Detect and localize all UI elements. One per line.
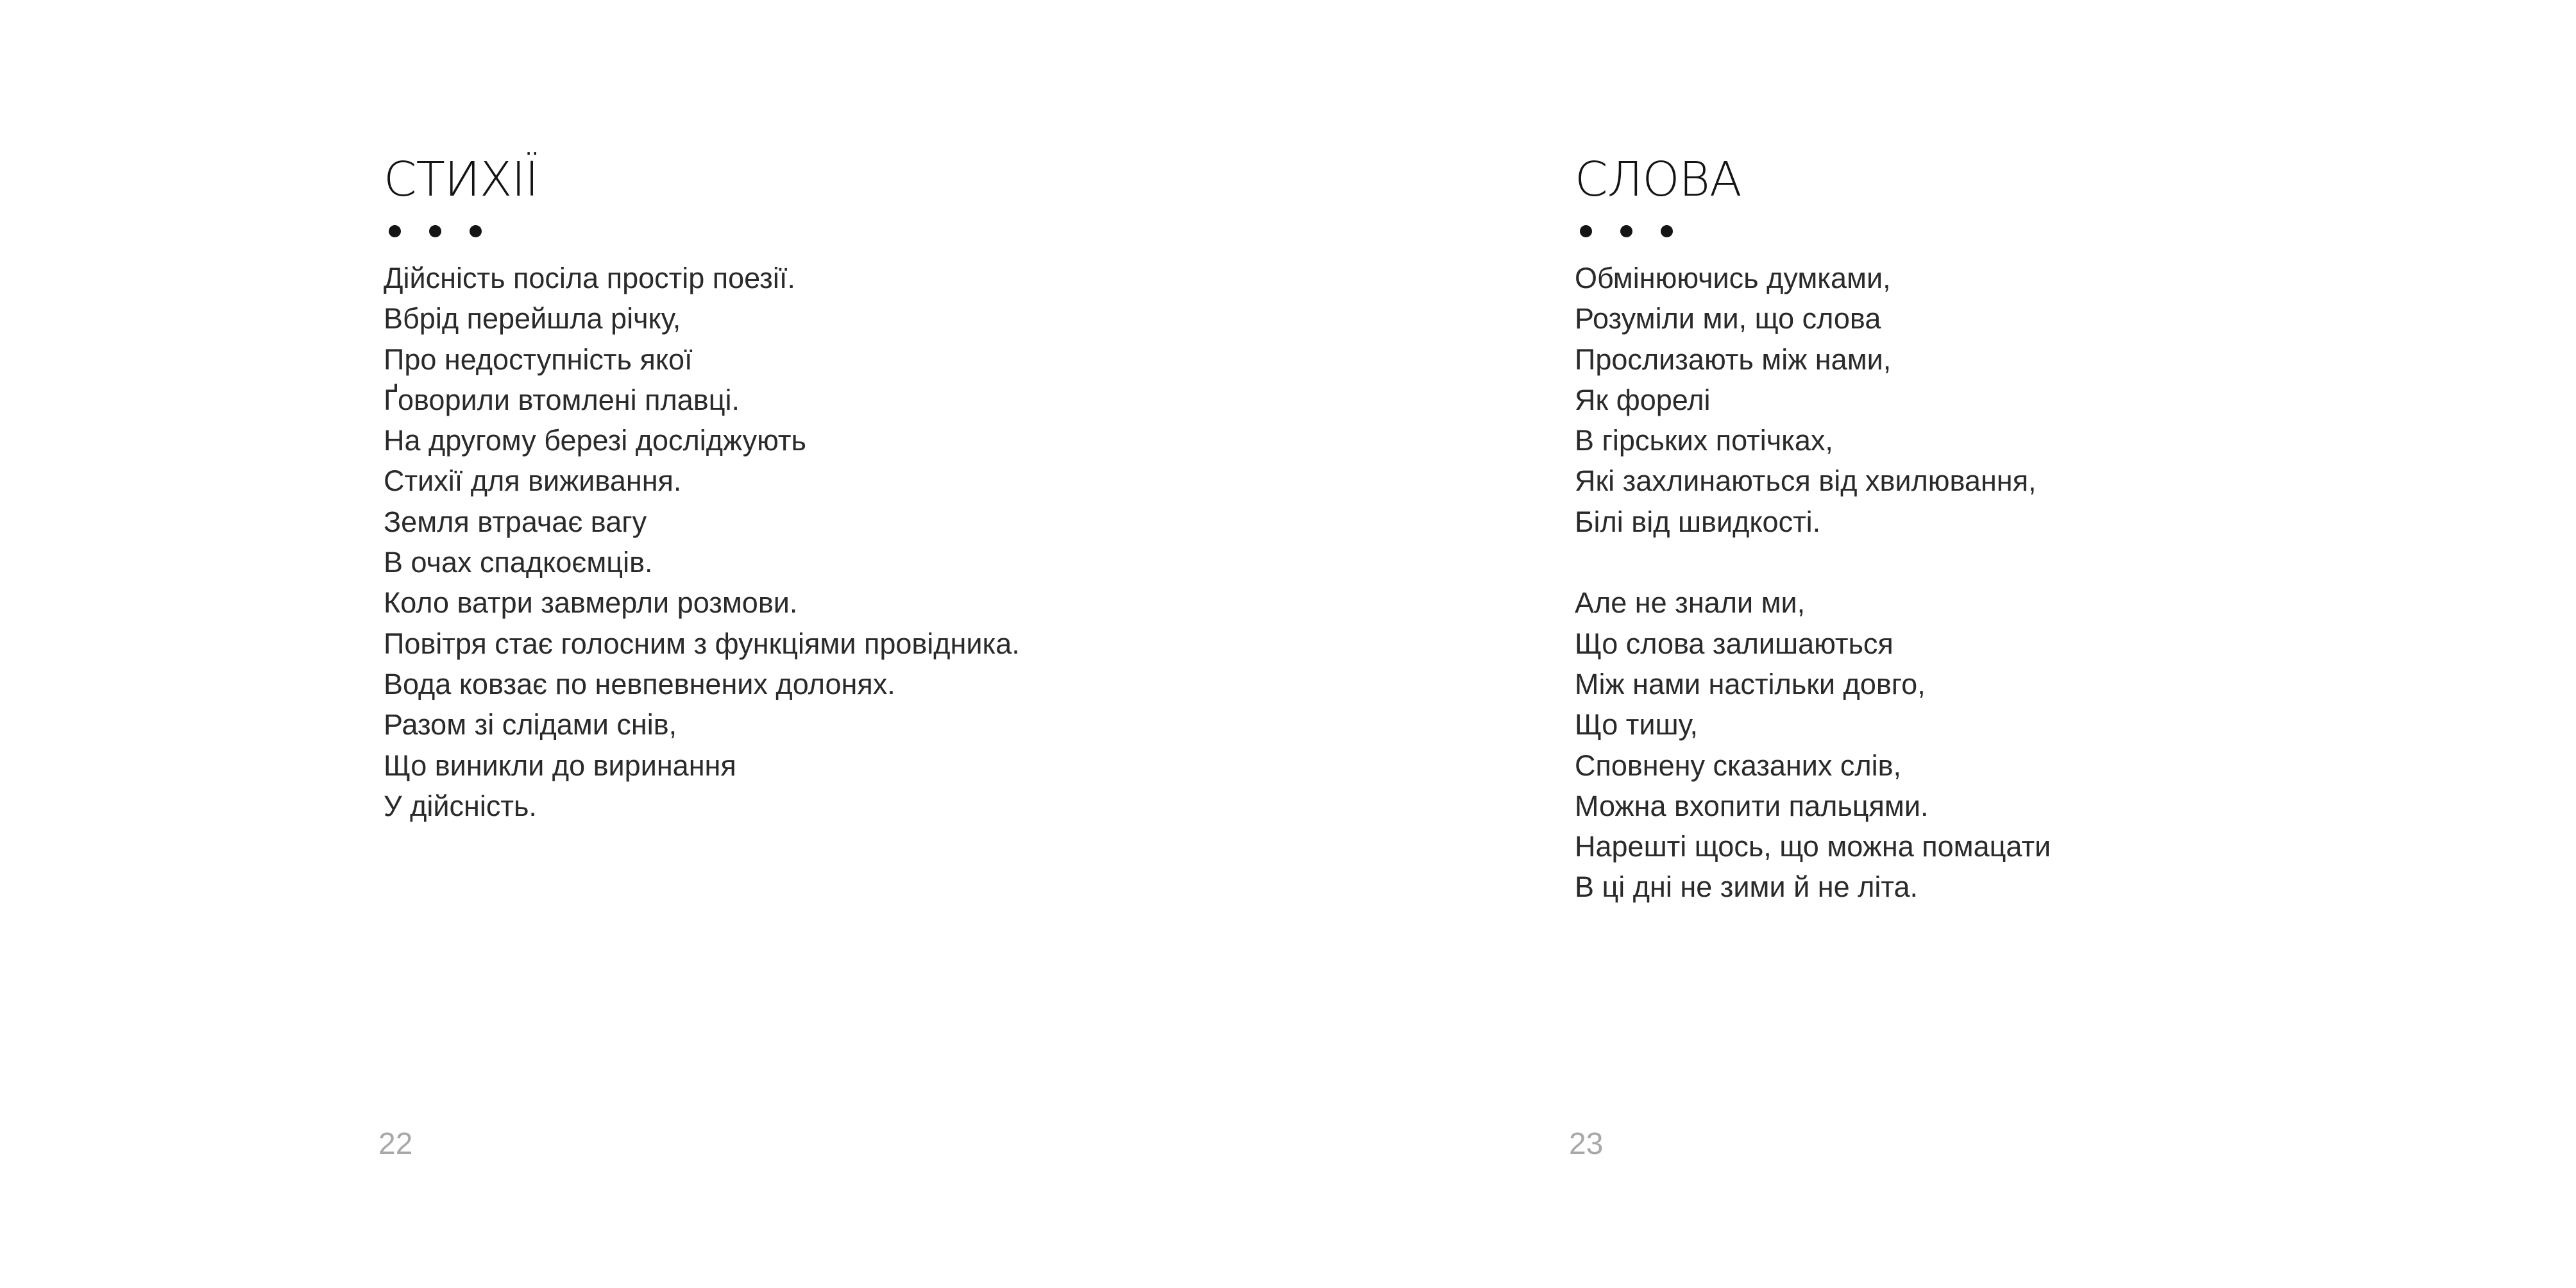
stanza-1 (1575, 258, 2051, 542)
poem-line: В ці дні не зими й не літа. (1575, 870, 1919, 904)
ornament-dots (1580, 225, 2051, 237)
poem-title: СТИХІЇ (384, 152, 539, 207)
dot-ornament (1620, 225, 1632, 237)
poem-title: СЛОВА (1575, 152, 1741, 207)
poem-line: Стихії для виживання. (384, 464, 682, 498)
poem-stykhii (384, 151, 1020, 826)
poem-line: Коло ватри завмерли розмови. (384, 586, 798, 620)
dot-ornament (429, 225, 441, 237)
ornament-dots (389, 225, 1020, 237)
poem-line: Сповнену сказаних слів, (1575, 749, 1902, 782)
poem-line: Повітря стає голосним з функціями провідника. (384, 627, 1020, 660)
poem-line: Разом зі слідами снів, (384, 708, 677, 741)
dot-ornament (470, 225, 482, 237)
dot-ornament (1580, 225, 1592, 237)
poem-line: Обмінюючись думками, (1575, 262, 1891, 294)
poem-line: В очах спадкоємців. (384, 546, 653, 579)
poem-line: Розуміли ми, що слова (1575, 302, 1881, 335)
poem-line: Прослизають між нами, (1575, 343, 1892, 376)
poem-line: Про недоступність якої (384, 343, 693, 376)
poem-line: В гірських потічках, (1575, 424, 1833, 457)
poem-body (384, 258, 1020, 826)
poem-line: Що слова залишаються (1575, 627, 1894, 660)
poem-line: Білі від швидкості. (1575, 505, 1821, 538)
poem-line: Що виникли до виринання (384, 749, 736, 782)
poem-line: Що тишу, (1575, 708, 1699, 741)
poem-line: Вбрід перейшла річку, (384, 302, 681, 335)
poem-line: Але не знали ми, (1575, 586, 1806, 620)
poem-line: У дійсність. (384, 789, 537, 822)
poem-body (1575, 258, 2051, 908)
right-page (1288, 0, 2576, 1288)
poem-line: Ґоворили втомлені плавці. (384, 383, 740, 416)
stanza-break (1575, 542, 2051, 582)
dot-ornament (1661, 225, 1673, 237)
poem-line: Вода ковзає по невпевнених долонях. (384, 667, 895, 700)
poem-slova (1575, 151, 2051, 908)
poem-line: Які захлинаються від хвилювання, (1575, 464, 2037, 498)
poem-line: Земля втрачає вагу (384, 505, 647, 538)
poem-line: Дійсність посіла простір поезії. (384, 262, 795, 294)
poem-line: На другому березі досліджують (384, 424, 806, 457)
dot-ornament (389, 225, 401, 237)
poem-line: Як форелі (1575, 383, 1711, 416)
poem-line: Між нами настільки довго, (1575, 667, 1926, 700)
page-number: 22 (378, 1127, 413, 1161)
poem-line: Можна вхопити пальцями. (1575, 789, 1929, 822)
page-number: 23 (1569, 1127, 1604, 1161)
stanza-2 (1575, 582, 2051, 907)
poem-line: Нарешті щось, що можна помацати (1575, 830, 2051, 863)
